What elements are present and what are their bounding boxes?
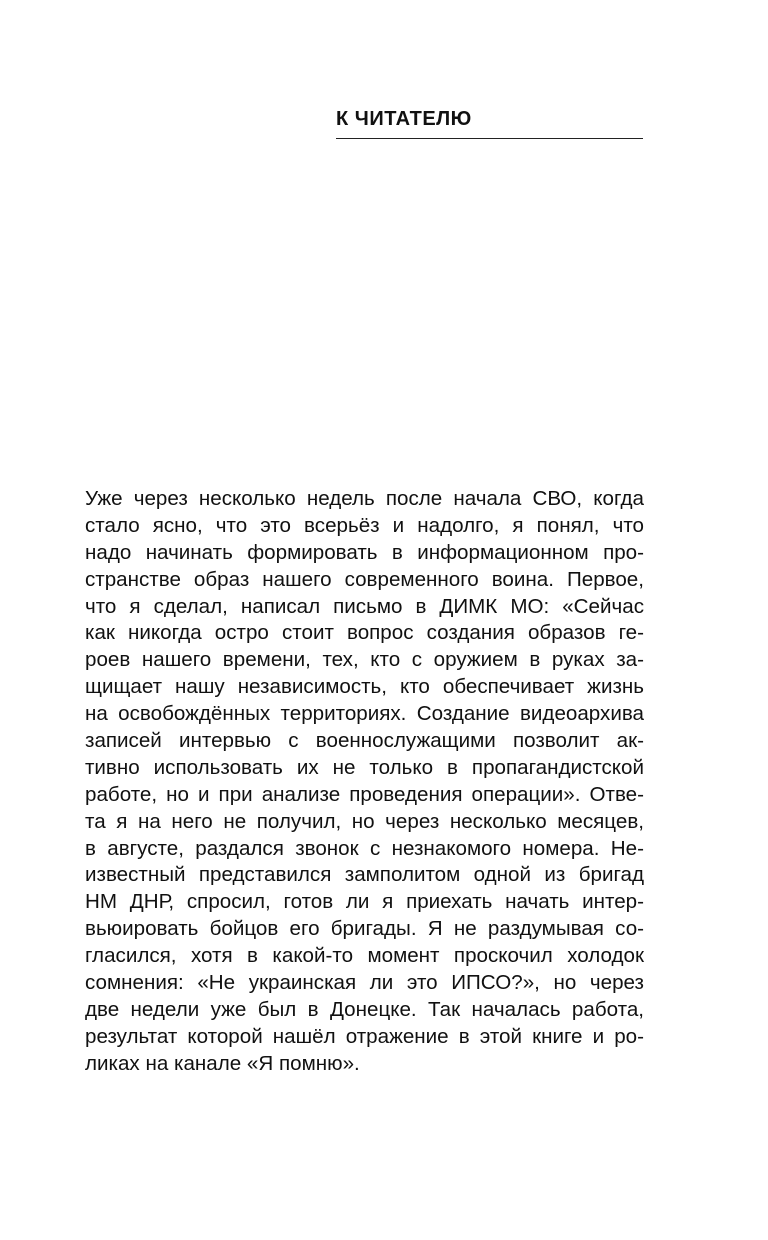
text-line: две недели уже был в Донецке. Так началась работа, bbox=[85, 997, 644, 1021]
section-title: К ЧИТАТЕЛЮ bbox=[336, 108, 472, 130]
section-header bbox=[336, 106, 643, 139]
text-line: как никогда остро стоит вопрос создания образов ге- bbox=[85, 621, 644, 645]
text-line: результат которой нашёл отражение в этой книге и ро- bbox=[85, 1024, 644, 1048]
title-underline bbox=[336, 138, 643, 139]
text-line: НМ ДНР, спросил, готов ли я приехать начать интер- bbox=[85, 890, 644, 914]
body-paragraph bbox=[85, 486, 644, 1078]
text-line: гласился, хотя в какой-то момент проскочил холодок bbox=[85, 944, 644, 968]
text-line: на освобождённых территориях. Создание видеоархива bbox=[85, 702, 644, 726]
text-line: вьюировать бойцов его бригады. Я не раздумывая со- bbox=[85, 917, 644, 941]
text-line: что я сделал, написал письмо в ДИМК МО: «Сейчас bbox=[85, 594, 644, 618]
text-line: надо начинать формировать в информационном про- bbox=[85, 540, 644, 564]
text-line: тивно использовать их не только в пропагандистской bbox=[85, 755, 644, 779]
text-line: работе, но и при анализе проведения операции». Отве- bbox=[85, 782, 644, 806]
text-line-last: ликах на канале «Я помню». bbox=[85, 1051, 360, 1075]
text-line: в августе, раздался звонок с незнакомого номера. Не- bbox=[85, 836, 644, 860]
text-line: щищает нашу независимость, кто обеспечивает жизнь bbox=[85, 675, 644, 699]
text-line: записей интервью с военнослужащими позволит ак- bbox=[85, 729, 644, 753]
text-line: роев нашего времени, тех, кто с оружием в руках за- bbox=[85, 648, 644, 672]
text-line: та я на него не получил, но через несколько месяцев, bbox=[85, 809, 644, 833]
text-line: странстве образ нашего современного воина. Первое, bbox=[85, 567, 644, 591]
text-line: известный представился замполитом одной из бригад bbox=[85, 863, 644, 887]
text-line: Уже через несколько недель после начала СВО, когда bbox=[85, 487, 644, 510]
text-line: стало ясно, что это всерьёз и надолго, я понял, что bbox=[85, 513, 644, 537]
text-line: сомнения: «Не украинская ли это ИПСО?», но через bbox=[85, 971, 644, 995]
